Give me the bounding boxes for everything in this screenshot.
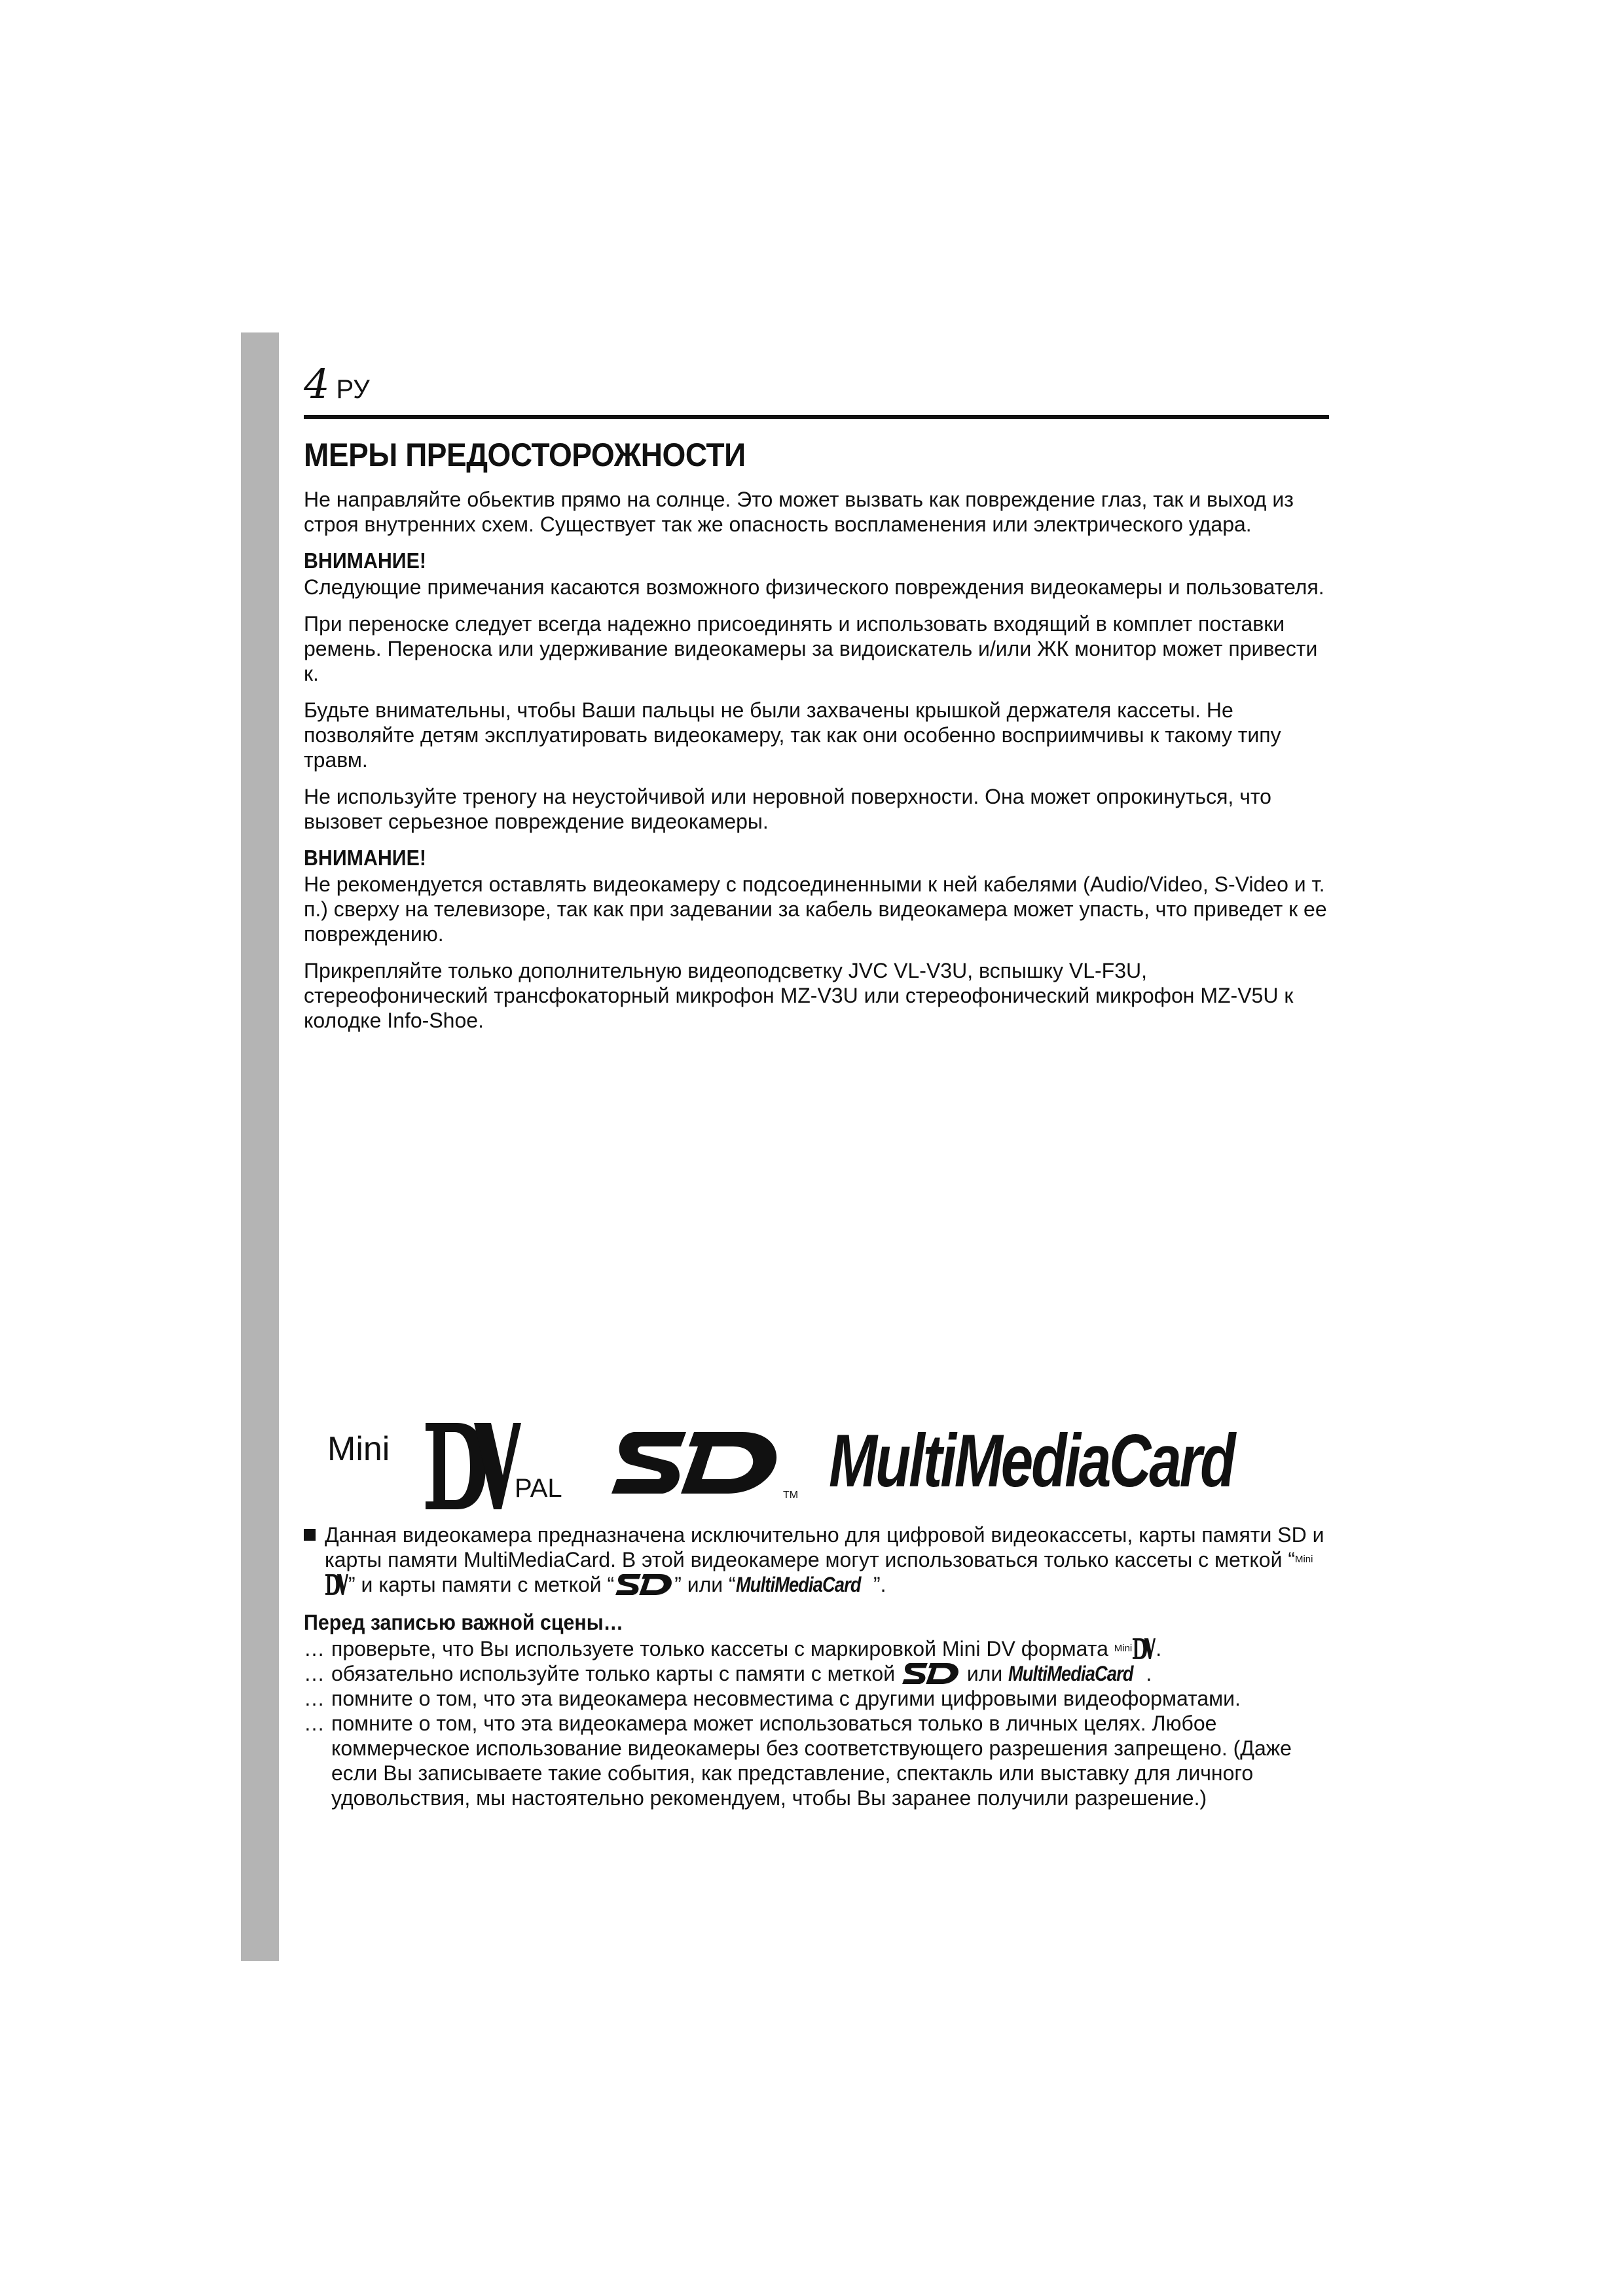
compat-text-4: ”. xyxy=(873,1573,886,1596)
ellipsis-marker: … xyxy=(304,1662,325,1685)
caution-heading-1: ВНИМАНИЕ! xyxy=(304,548,427,573)
caution1-paragraph-1: Следующие примечания касаются возможного физического повреждения видеокамеры и пользователя. xyxy=(304,575,1324,599)
caution1-paragraph-4: Не используйте треногу на неустойчивой или неровной поверхности. Она может опрокинуться, что вызовет серьезное повреждение видеокамеры. xyxy=(304,785,1271,833)
compat-text-3: ” или “ xyxy=(674,1573,736,1596)
page-number: 4 xyxy=(304,360,330,408)
mini-logo-text: Mini xyxy=(327,1430,390,1468)
inline-mini-text: Mini xyxy=(1294,1554,1313,1565)
intro-paragraph: Не направляйте обьектив прямо на солнце. Это может вызвать как повреждение глаз, так и выход из строя внутренних схем. Существует так же опасность воспламенения или электрического удара. xyxy=(304,488,1294,536)
format-logos xyxy=(325,1420,1313,1512)
side-tab-bar xyxy=(241,332,279,1961)
sd-logo-icon xyxy=(608,1427,784,1499)
list-item: … обязательно используйте только карты с памяти с меткой или MultiMediaCard . xyxy=(304,1662,1152,1685)
page-header xyxy=(304,360,1329,419)
compat-note xyxy=(304,1522,1329,1597)
bullet-square-icon xyxy=(304,1529,316,1541)
inline-mini-text: Mini xyxy=(1114,1643,1133,1654)
inline-sd-icon xyxy=(614,1572,674,1597)
multimediacard-logo-text: MultiMediaCard xyxy=(829,1420,1234,1503)
list-item-text-2a: обязательно используйте только карты с памяти с меткой xyxy=(331,1662,896,1685)
ellipsis-marker: … xyxy=(304,1712,325,1735)
caution2-paragraph-1: Не рекомендуется оставлять видеокамеру с подсоединенными к ней кабелями (Audio/Video, S-Video и т. п.) сверху на телевизоре, так как при задевании за кабель видеокамера может упасть, что приведет к ее повреждению. xyxy=(304,872,1327,946)
caution-heading-2: ВНИМАНИЕ! xyxy=(304,846,427,870)
list-item-text-2b: или xyxy=(966,1662,1003,1685)
notes-section xyxy=(304,1522,1329,1810)
caution1-paragraph-2: При переноске следует всегда надежно присоединять и использовать входящий в комплет поставки ремень. Переноска или удерживание видеокамеры за видоискатель и/или ЖК монитор может привести к. xyxy=(304,612,1318,685)
caution1-paragraph-3: Будьте внимательны, чтобы Ваши пальцы не были захвачены крышкой держателя кассеты. Не позволяйте детям эксплуатировать видеокамеру, так как они особенно восприимчивы к такому типу травм. xyxy=(304,698,1281,772)
list-item: … проверьте, что Вы используете только кассеты с маркировкой Mini DV формата Mini . xyxy=(304,1637,1162,1660)
list-item-text-3: помните о том, что эта видеокамера несовместима с другими цифровыми видеоформатами. xyxy=(331,1687,1241,1710)
inline-mmc-text: MultiMediaCard xyxy=(1008,1662,1133,1685)
list-item-text-4: помните о том, что эта видеокамера может использоваться только в личных целях. Любое коммерческое использование видеокамеры без соответствующего разрешения запрещено. (Даже если Вы записываете такие события, как представление, спектакль или выставку для личного удовольствия, мы настоятельно рекомендуем, чтобы Вы заранее получили разрешение.) xyxy=(331,1712,1292,1810)
main-content xyxy=(304,360,1329,1045)
pal-logo-text: PAL xyxy=(515,1474,562,1503)
before-recording-heading: Перед записью важной сцены… xyxy=(304,1610,624,1634)
trademark-text: TM xyxy=(783,1490,799,1501)
list-item xyxy=(304,1711,1329,1810)
list-item-text-1: проверьте, что Вы используете только кассеты с маркировкой Mini DV формата xyxy=(331,1637,1108,1660)
caution2-paragraph-2: Прикрепляйте только дополнительную видеоподсветку JVC VL-V3U, вспышку VL-F3U, стереофонический трансфокаторный микрофон MZ-V3U или стереофонический микрофон MZ-V5U к колодке Info-Shoe. xyxy=(304,959,1294,1032)
ellipsis-marker: … xyxy=(304,1687,325,1710)
inline-dv-icon xyxy=(325,1573,348,1596)
inline-dv-icon xyxy=(1132,1638,1156,1660)
dv-logo-icon xyxy=(423,1420,521,1512)
compat-text-2: ” и карты памяти с меткой “ xyxy=(348,1573,615,1596)
page-title: МЕРЫ ПРЕДОСТОРОЖНОСТИ xyxy=(304,437,746,473)
compat-text-1: Данная видеокамера предназначена исключительно для цифровой видеокассеты, карты памяти SD и карты памяти MultiMediaCard. В этой видеокамере могут использоваться только кассеты с меткой “ xyxy=(325,1523,1324,1571)
ellipsis-marker: … xyxy=(304,1637,325,1660)
list-item xyxy=(304,1686,1329,1711)
page-language: РУ xyxy=(336,375,370,404)
inline-sd-icon xyxy=(901,1661,961,1686)
inline-mmc-text: MultiMediaCard xyxy=(735,1573,861,1596)
